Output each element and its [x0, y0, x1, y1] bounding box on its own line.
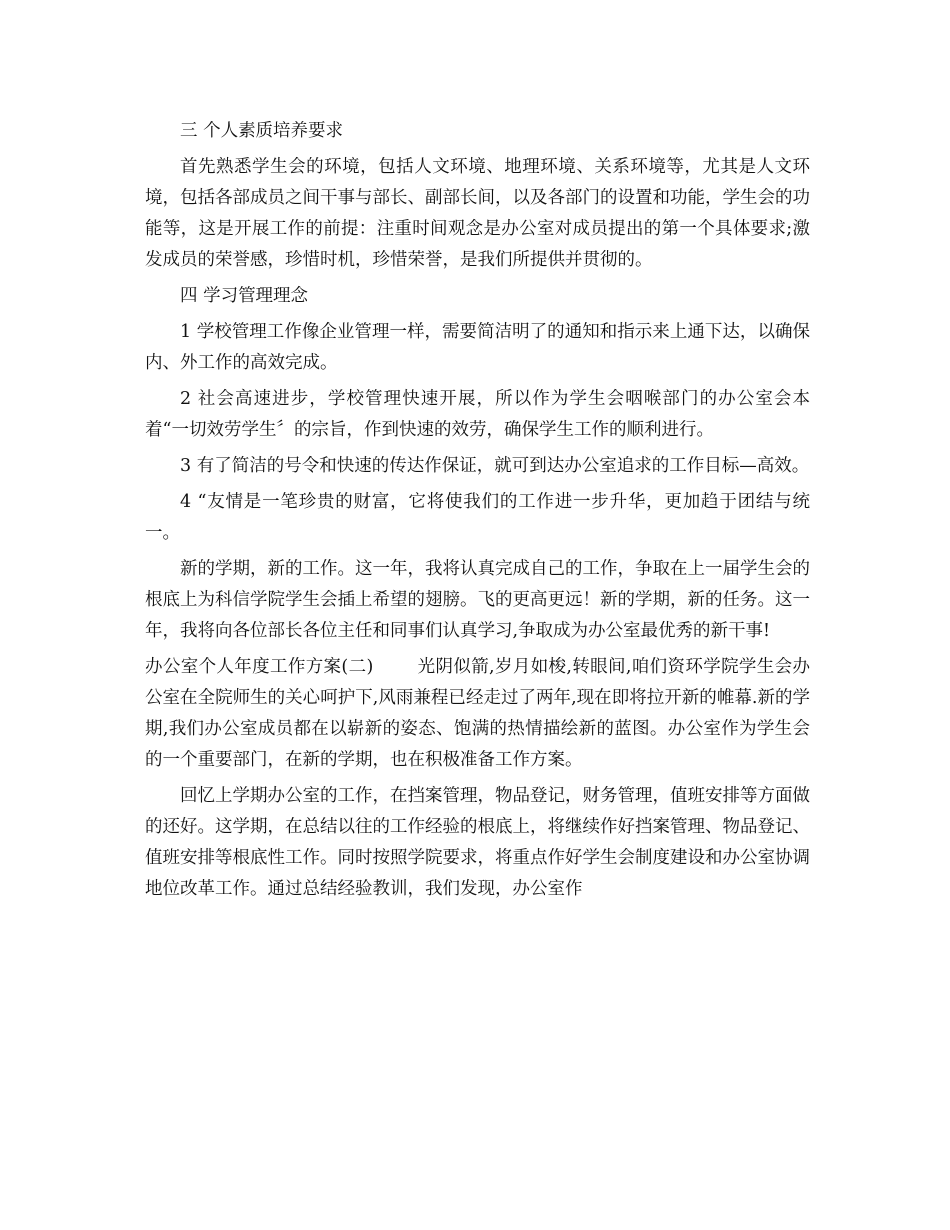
- section-heading: 四 学习管理理念: [180, 286, 309, 306]
- plan-intro: 光阴似箭,岁月如梭,转眼间,咱们资环学院学生会办公室在全院师生的关心呵护下,风雨兼程已经走过了两年,现在即将拉开新的帷幕.新的学期,我们办公室成员都在以崭新的姿态、饱满的热情描绘新的蓝图。办公室作为学生会的一个重要部门，在新的学期，也在积极准备工作方案。: [145, 657, 811, 770]
- list-item: 2 社会高速进步，学校管理快速开展，所以作为学生会咽喉部门的办公室会本着“一切效劳学生〞的宗旨，作到快速的效劳，确保学生工作的顺利进行。: [145, 389, 810, 440]
- paragraph: 首先熟悉学生会的环境，包括人文环境、地理环境、关系环境等，尤其是人文环境，包括各部成员之间干事与部长、副部长间，以及各部门的设置和功能，学生会的功能等，这是开展工作的前提：注重时间观念是办公室对成员提出的第一个具体要求;激发成员的荣誉感，珍惜时机，珍惜荣誉，是我们所提供并贯彻的。: [145, 157, 810, 270]
- paragraph: 回忆上学期办公室的工作，在挡案管理，物品登记，财务管理，值班安排等方面做的还好。这学期，在总结以往的工作经验的根底上，将继续作好挡案管理、物品登记、值班安排等根底性工作。同时按照学院要求，将重点作好学生会制度建设和办公室协调地位改革工作。通过总结经验教训，我们发现，办公室作: [145, 786, 810, 899]
- section-heading: 三 个人素质培养要求: [180, 121, 344, 141]
- paragraph: 新的学期，新的工作。这一年，我将认真完成自己的工作，争取在上一届学生会的根底上为科信学院学生会插上希望的翅膀。飞的更高更远！新的学期，新的任务。这一年，我将向各位部长各位主任和同事们认真学习,争取成为办公室最优秀的新干事!: [145, 559, 810, 641]
- plan-title: 办公室个人年度工作方案(二): [145, 657, 374, 677]
- list-item: 3 有了简洁的号令和快速的传达作保证，就可到达办公室追求的工作目标—高效。: [180, 456, 810, 476]
- document-body: [145, 116, 810, 910]
- list-item: 1 学校管理工作像企业管理一样，需要简洁明了的通知和指示来上通下达，以确保内、外工作的高效完成。: [145, 322, 810, 373]
- list-item: 4 “友情是一笔珍贵的财富，它将使我们的工作进一步升华，更加趋于团结与统一。: [145, 492, 810, 543]
- plan-section: [145, 652, 810, 776]
